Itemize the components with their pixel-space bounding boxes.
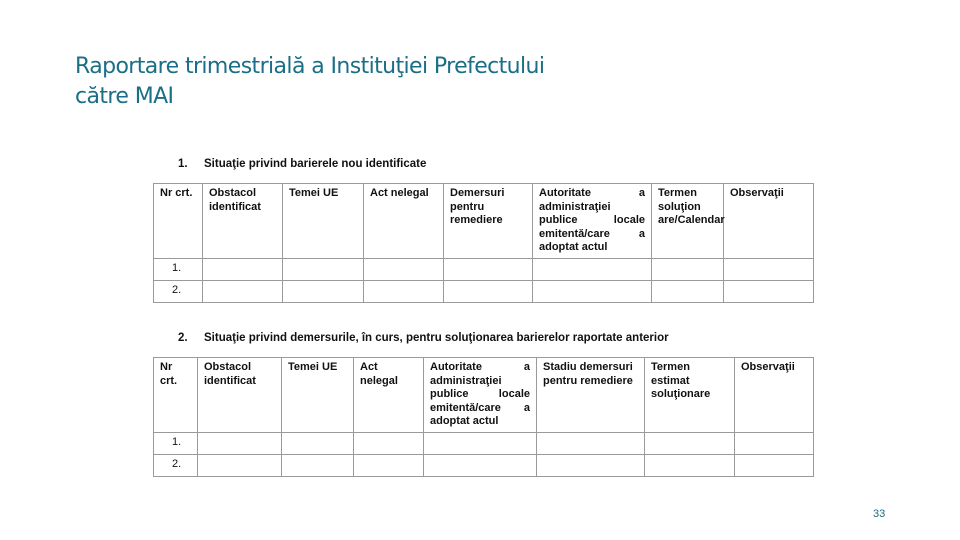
table-cell	[537, 454, 645, 476]
table-cell	[724, 258, 814, 280]
slide-title-line-1: Raportare trimestrială a Instituţiei Prefectului	[75, 54, 545, 79]
row-number: 2.	[154, 280, 203, 302]
table-cell	[198, 454, 282, 476]
col-header: Obstacol identificat	[203, 184, 283, 259]
section-1-number: 1.	[178, 158, 188, 170]
col-header: Act nelegal	[364, 184, 444, 259]
table-row	[154, 454, 814, 476]
table-cell	[444, 258, 533, 280]
table-cell	[645, 432, 735, 454]
col-header: Observaţii	[724, 184, 814, 259]
section-2-number: 2.	[178, 332, 188, 344]
table-cell	[282, 454, 354, 476]
col-header: Temei UE	[282, 358, 354, 433]
col-header: Autoritate a administraţiei publice locale emitentă/care a adoptat actul	[424, 358, 537, 433]
col-header: Obstacol identificat	[198, 358, 282, 433]
table-cell	[533, 258, 652, 280]
slide-title	[75, 52, 775, 112]
table-cell	[283, 280, 364, 302]
col-header: Termen soluţion are/Calendar	[652, 184, 724, 259]
table-cell	[645, 454, 735, 476]
col-header: Nr crt.	[154, 184, 203, 259]
table-row	[154, 432, 814, 454]
col-header: Nr crt.	[154, 358, 198, 433]
table-cell	[354, 454, 424, 476]
row-number: 1.	[154, 258, 203, 280]
table-header-row	[154, 184, 814, 259]
table-cell	[283, 258, 364, 280]
section-1-heading	[178, 158, 426, 170]
col-header: Stadiu demersuri pentru remediere	[537, 358, 645, 433]
section-1-heading-text: Situaţie privind barierele nou identificate	[204, 158, 427, 170]
table-cell	[652, 280, 724, 302]
table-cell	[424, 454, 537, 476]
table-row	[154, 258, 814, 280]
page-number: 33	[873, 508, 886, 520]
table-cell	[537, 432, 645, 454]
table-cell	[444, 280, 533, 302]
table-row	[154, 280, 814, 302]
table-cell	[198, 432, 282, 454]
table-cell	[424, 432, 537, 454]
table-cell	[364, 258, 444, 280]
table-cell	[652, 258, 724, 280]
col-header: Demersuri pentru remediere	[444, 184, 533, 259]
col-header: Autoritate a administraţiei publice locale emitentă/care a adoptat actul	[533, 184, 652, 259]
col-header: Act nelegal	[354, 358, 424, 433]
slide-title-line-2: către MAI	[75, 84, 174, 109]
section-2-heading	[178, 332, 669, 344]
table-cell	[282, 432, 354, 454]
table-cell	[364, 280, 444, 302]
table-cell	[724, 280, 814, 302]
col-header: Temei UE	[283, 184, 364, 259]
table-cell	[203, 258, 283, 280]
table-cell	[735, 454, 814, 476]
table-cell	[533, 280, 652, 302]
col-header: Observaţii	[735, 358, 814, 433]
table-header-row	[154, 358, 814, 433]
col-header: Termen estimat soluţionare	[645, 358, 735, 433]
table-cell	[354, 432, 424, 454]
row-number: 2.	[154, 454, 198, 476]
row-number: 1.	[154, 432, 198, 454]
table-new-barriers	[153, 183, 814, 303]
section-2-heading-text: Situaţie privind demersurile, în curs, pentru soluţionarea barierelor raportate anterior	[204, 332, 669, 344]
table-ongoing-measures	[153, 357, 814, 477]
table-cell	[203, 280, 283, 302]
table-cell	[735, 432, 814, 454]
